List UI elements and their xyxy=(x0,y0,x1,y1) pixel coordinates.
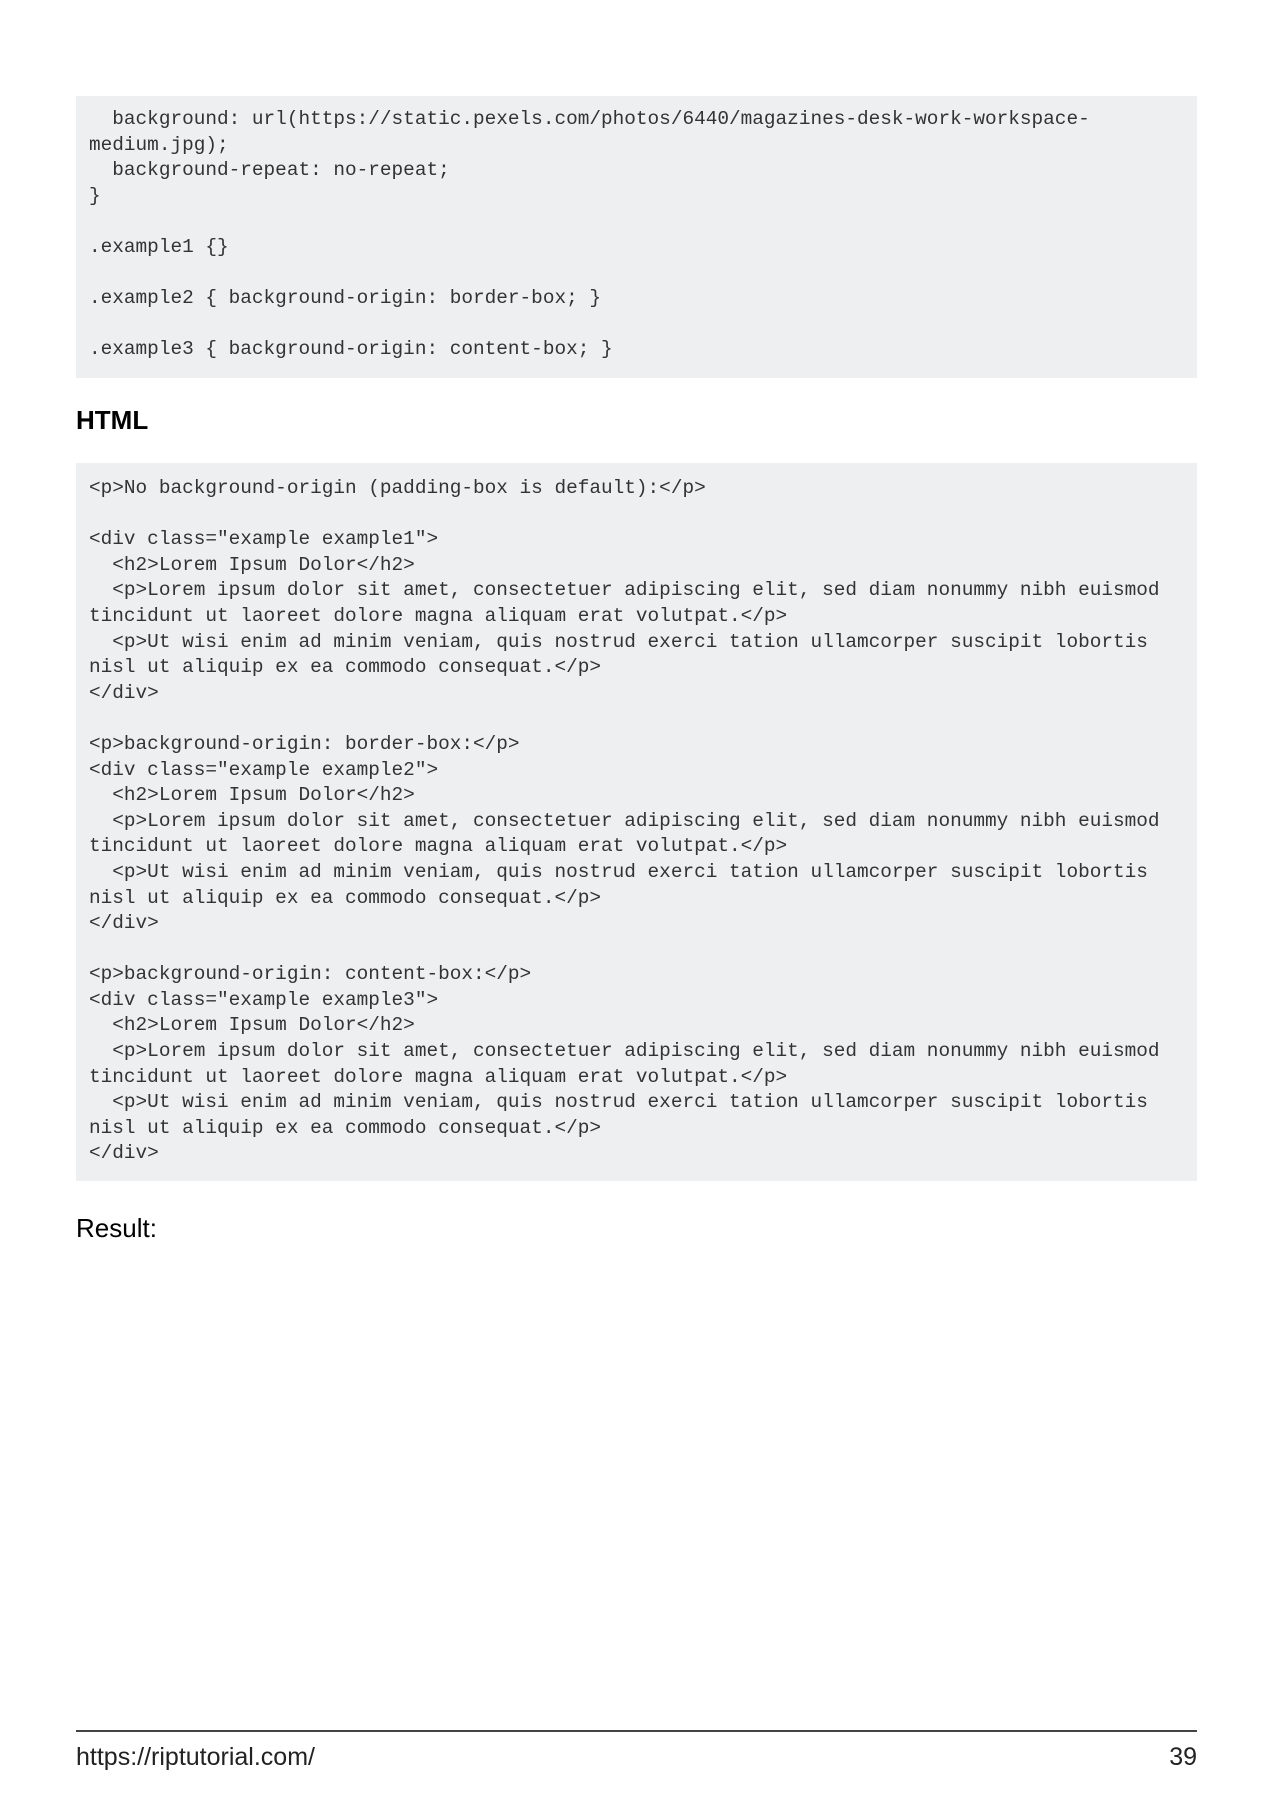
code-line: <h2>Lorem Ipsum Dolor</h2> xyxy=(89,553,415,576)
code-line: .example2 { background-origin: border-box; } xyxy=(89,287,601,310)
code-line: <p>Lorem ipsum dolor sit amet, consectetuer adipiscing elit, sed diam nonummy nibh euismod xyxy=(89,1040,1160,1063)
code-line: tincidunt ut laoreet dolore magna aliquam erat volutpat.</p> xyxy=(89,835,788,858)
code-line: <p>Lorem ipsum dolor sit amet, consectetuer adipiscing elit, sed diam nonummy nibh euismod xyxy=(89,579,1160,602)
code-line: <p>background-origin: border-box:</p> xyxy=(89,732,520,755)
code-line: tincidunt ut laoreet dolore magna aliquam erat volutpat.</p> xyxy=(89,604,788,627)
code-line: } xyxy=(89,184,101,207)
code-line xyxy=(89,937,1184,963)
code-line: <p>Ut wisi enim ad minim veniam, quis nostrud exerci tation ullamcorper suscipit lobortis xyxy=(89,860,1148,883)
code-line: <p>Lorem ipsum dolor sit amet, consectetuer adipiscing elit, sed diam nonummy nibh euismod xyxy=(89,809,1160,832)
code-line: <div class="example example1"> xyxy=(89,528,439,551)
page-number: 39 xyxy=(1169,1743,1197,1771)
footer-divider xyxy=(76,1730,1197,1732)
code-line xyxy=(89,209,1184,235)
code-line: </div> xyxy=(89,1142,159,1165)
code-line: background: url(https://static.pexels.com/photos/6440/magazines-desk-work-workspace- xyxy=(89,108,1090,130)
code-line: <div class="example example2"> xyxy=(89,758,439,781)
code-line: .example3 { background-origin: content-box; } xyxy=(89,338,613,361)
code-line: background-repeat: no-repeat; xyxy=(89,159,450,182)
code-line: </div> xyxy=(89,681,159,704)
code-line: <div class="example example3"> xyxy=(89,988,439,1011)
html-code-block xyxy=(76,463,1197,1181)
code-line: <p>Ut wisi enim ad minim veniam, quis nostrud exerci tation ullamcorper suscipit lobortis xyxy=(89,630,1148,653)
code-line: nisl ut aliquip ex ea commodo consequat.</p> xyxy=(89,656,601,679)
code-line: <h2>Lorem Ipsum Dolor</h2> xyxy=(89,784,415,807)
footer-url: https://riptutorial.com/ xyxy=(76,1743,315,1771)
code-line xyxy=(89,502,1184,528)
code-line xyxy=(89,312,1184,338)
code-line: nisl ut aliquip ex ea commodo consequat.</p> xyxy=(89,886,601,909)
code-line: medium.jpg); xyxy=(89,133,229,156)
code-line: .example1 {} xyxy=(89,235,229,258)
code-line: tincidunt ut laoreet dolore magna aliquam erat volutpat.</p> xyxy=(89,1065,788,1088)
code-line xyxy=(89,706,1184,732)
code-line xyxy=(89,261,1184,287)
section-heading-html: HTML xyxy=(76,405,149,435)
code-line: <p>background-origin: content-box:</p> xyxy=(89,963,532,986)
code-line: <p>Ut wisi enim ad minim veniam, quis nostrud exerci tation ullamcorper suscipit lobortis xyxy=(89,1091,1148,1114)
code-line: <p>No background-origin (padding-box is default):</p> xyxy=(89,477,706,499)
result-label: Result: xyxy=(76,1213,157,1243)
css-code-block xyxy=(76,96,1197,378)
code-line: <h2>Lorem Ipsum Dolor</h2> xyxy=(89,1014,415,1037)
code-line: </div> xyxy=(89,912,159,935)
code-line: nisl ut aliquip ex ea commodo consequat.</p> xyxy=(89,1116,601,1139)
